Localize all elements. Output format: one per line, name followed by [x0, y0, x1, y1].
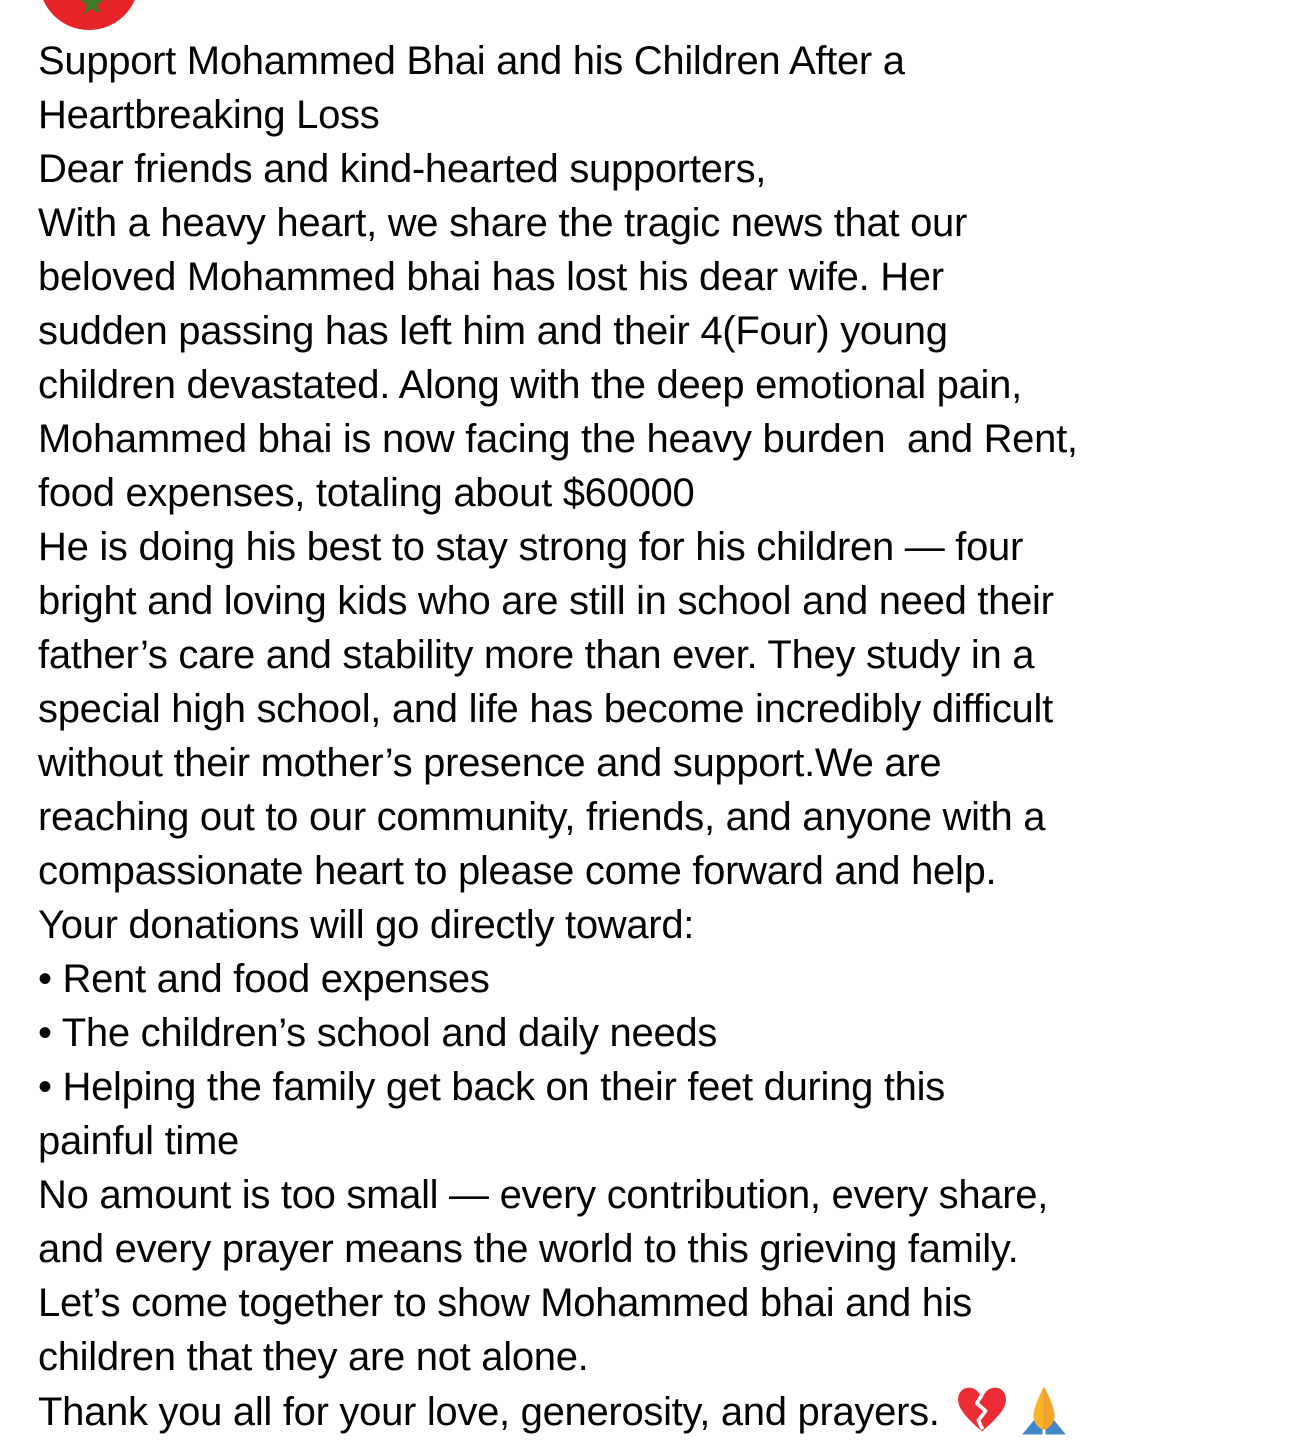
post-body: [38, 34, 1268, 1439]
post-closing-line: [38, 1384, 1268, 1439]
post-line: Let’s come together to show Mohammed bhai and his: [38, 1281, 972, 1325]
post-line: Dear friends and kind-hearted supporters,: [38, 147, 767, 191]
post-bullet-line: • The children’s school and daily needs: [38, 1011, 718, 1055]
post-line: children that they are not alone.: [38, 1335, 589, 1379]
post-line: compassionate heart to please come forward and help.: [38, 849, 997, 893]
post-line: food expenses, totaling about $60000: [38, 471, 695, 515]
post-line: sudden passing has left him and their 4(Four) young: [38, 309, 948, 353]
post-line: With a heavy heart, we share the tragic news that our: [38, 201, 968, 245]
post-line: painful time: [38, 1119, 239, 1163]
post-line: Mohammed bhai is now facing the heavy burden and Rent,: [38, 417, 1078, 461]
post-line: Your donations will go directly toward:: [38, 903, 695, 947]
post-title-line: Support Mohammed Bhai and his Children After a: [38, 39, 905, 83]
post-bullet-line: • Helping the family get back on their feet during this: [38, 1065, 945, 1109]
post-line: He is doing his best to stay strong for his children — four: [38, 525, 1023, 569]
post-line: without their mother’s presence and support.We are: [38, 741, 942, 785]
post-line: No amount is too small — every contribution, every share,: [38, 1173, 1049, 1217]
post-line: special high school, and life has become incredibly difficult: [38, 687, 1053, 731]
post-line: reaching out to our community, friends, and anyone with a: [38, 795, 1046, 839]
post-closing-text: Thank you all for your love, generosity, and prayers.: [38, 1390, 940, 1434]
organizer-avatar[interactable]: [39, 0, 139, 30]
post-line: beloved Mohammed bhai has lost his dear wife. Her: [38, 255, 944, 299]
post-title-line: Heartbreaking Loss: [38, 93, 380, 137]
folded-hands-icon: [1018, 1384, 1070, 1436]
post-line: father’s care and stability more than ever. They study in a: [38, 633, 1035, 677]
post-line: children devastated. Along with the deep emotional pain,: [38, 363, 1022, 407]
post-line: and every prayer means the world to this grieving family.: [38, 1227, 1019, 1271]
post-line: bright and loving kids who are still in school and need their: [38, 579, 1054, 623]
broken-heart-icon: [956, 1384, 1008, 1436]
post-bullet-line: • Rent and food expenses: [38, 957, 490, 1001]
